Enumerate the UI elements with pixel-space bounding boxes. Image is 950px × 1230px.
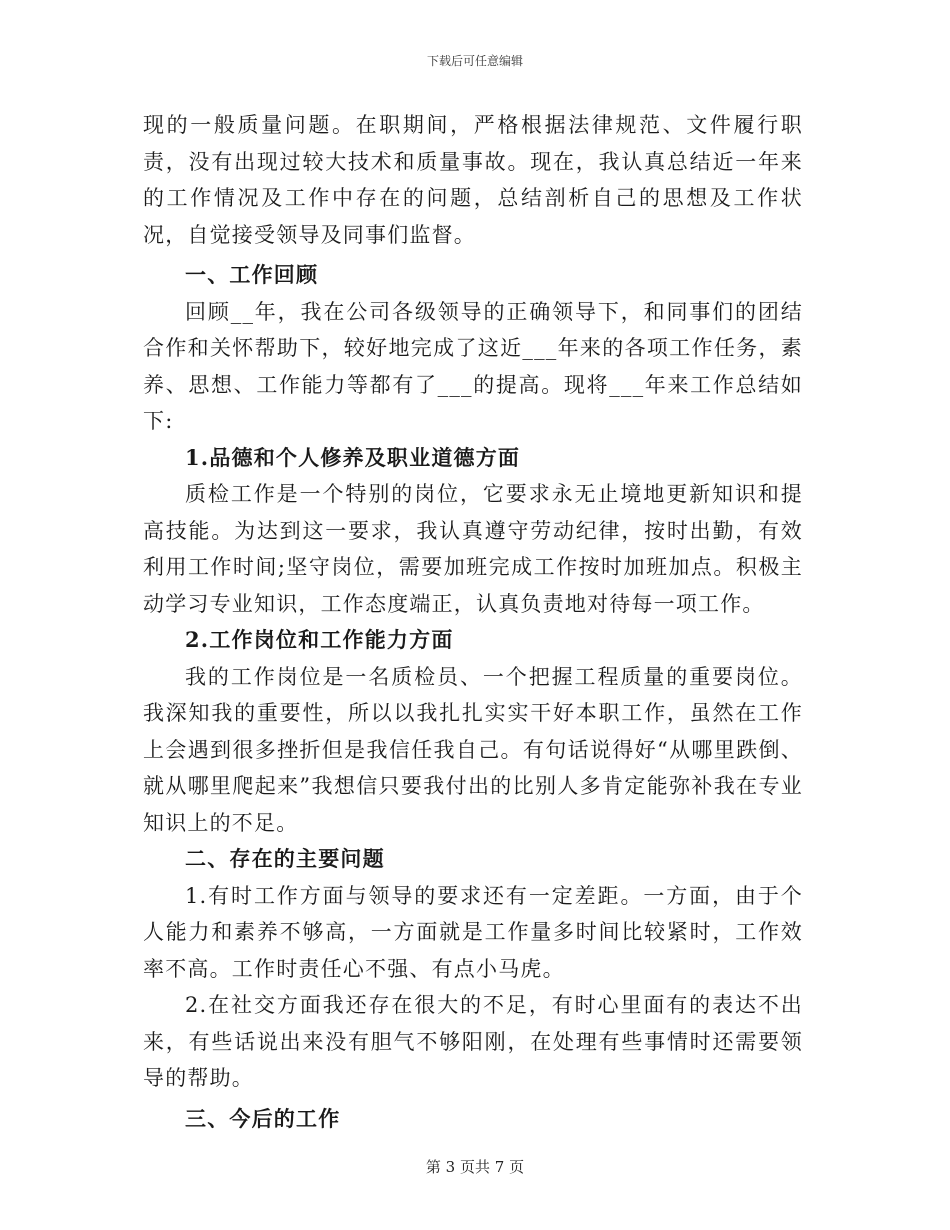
section-heading-work-review: 一、工作回顾 [185, 262, 319, 287]
section-heading-future-work: 三、今后的工作 [185, 1105, 341, 1131]
paragraph-work-review: 回顾__年，我在公司各级领导的正确领导下，和同事们的团结合作和关怀帮助下，较好地完成了这近___年来的各项工作任务，素养、思想、工作能力等都有了___的提高。现将___年来工作总结如下: [143, 299, 803, 433]
page-header: 下载后可任意编辑 [426, 54, 523, 68]
paragraph-intro-continuation: 现的一般质量问题。在职期间，严格根据法律规范、文件履行职责，没有出现过较大技术和质量事故。现在，我认真总结近一年来的工作情况及工作中存在的问题，总结剖析自己的思想及工作状况，自觉接受领导及同事们监督。 [143, 113, 803, 247]
subheading-ethics: 1.品德和个人修养及职业道德方面 [185, 444, 521, 470]
paragraph-problem-2: 2.在社交方面我还存在很大的不足，有时心里面有的表达不出来，有些话说出来没有胆气不够阳刚，在处理有些事情时还需要领导的帮助。 [143, 993, 803, 1090]
paragraph-job-ability: 我的工作岗位是一名质检员、一个把握工程质量的重要岗位。我深知我的重要性，所以以我扎扎实实干好本职工作，虽然在工作上会遇到很多挫折但是我信任我自己。有句话说得好“从哪里跌倒、就从哪里爬起来”我想信只要我付出的比别人多肯定能弥补我在专业知识上的不足。 [143, 664, 803, 835]
paragraph-problem-1: 1.有时工作方面与领导的要求还有一定差距。一方面，由于个人能力和素养不够高，一方面就是工作量多时间比较紧时，工作效率不高。工作时责任心不强、有点小马虎。 [143, 883, 803, 981]
page-footer: 第 3 页共 7 页 [425, 1158, 525, 1176]
document-body [143, 107, 803, 1137]
section-heading-main-problems: 二、存在的主要问题 [185, 846, 385, 871]
paragraph-ethics: 质检工作是一个特别的岗位，它要求永无止境地更新知识和提高技能。为达到这一要求，我认真遵守劳动纪律，按时出勤，有效利用工作时间;坚守岗位，需要加班完成工作按时加班加点。积极主动学习专业知识，工作态度端正，认真负责地对待每一项工作。 [143, 482, 803, 616]
subheading-job-ability: 2.工作岗位和工作能力方面 [185, 627, 454, 652]
